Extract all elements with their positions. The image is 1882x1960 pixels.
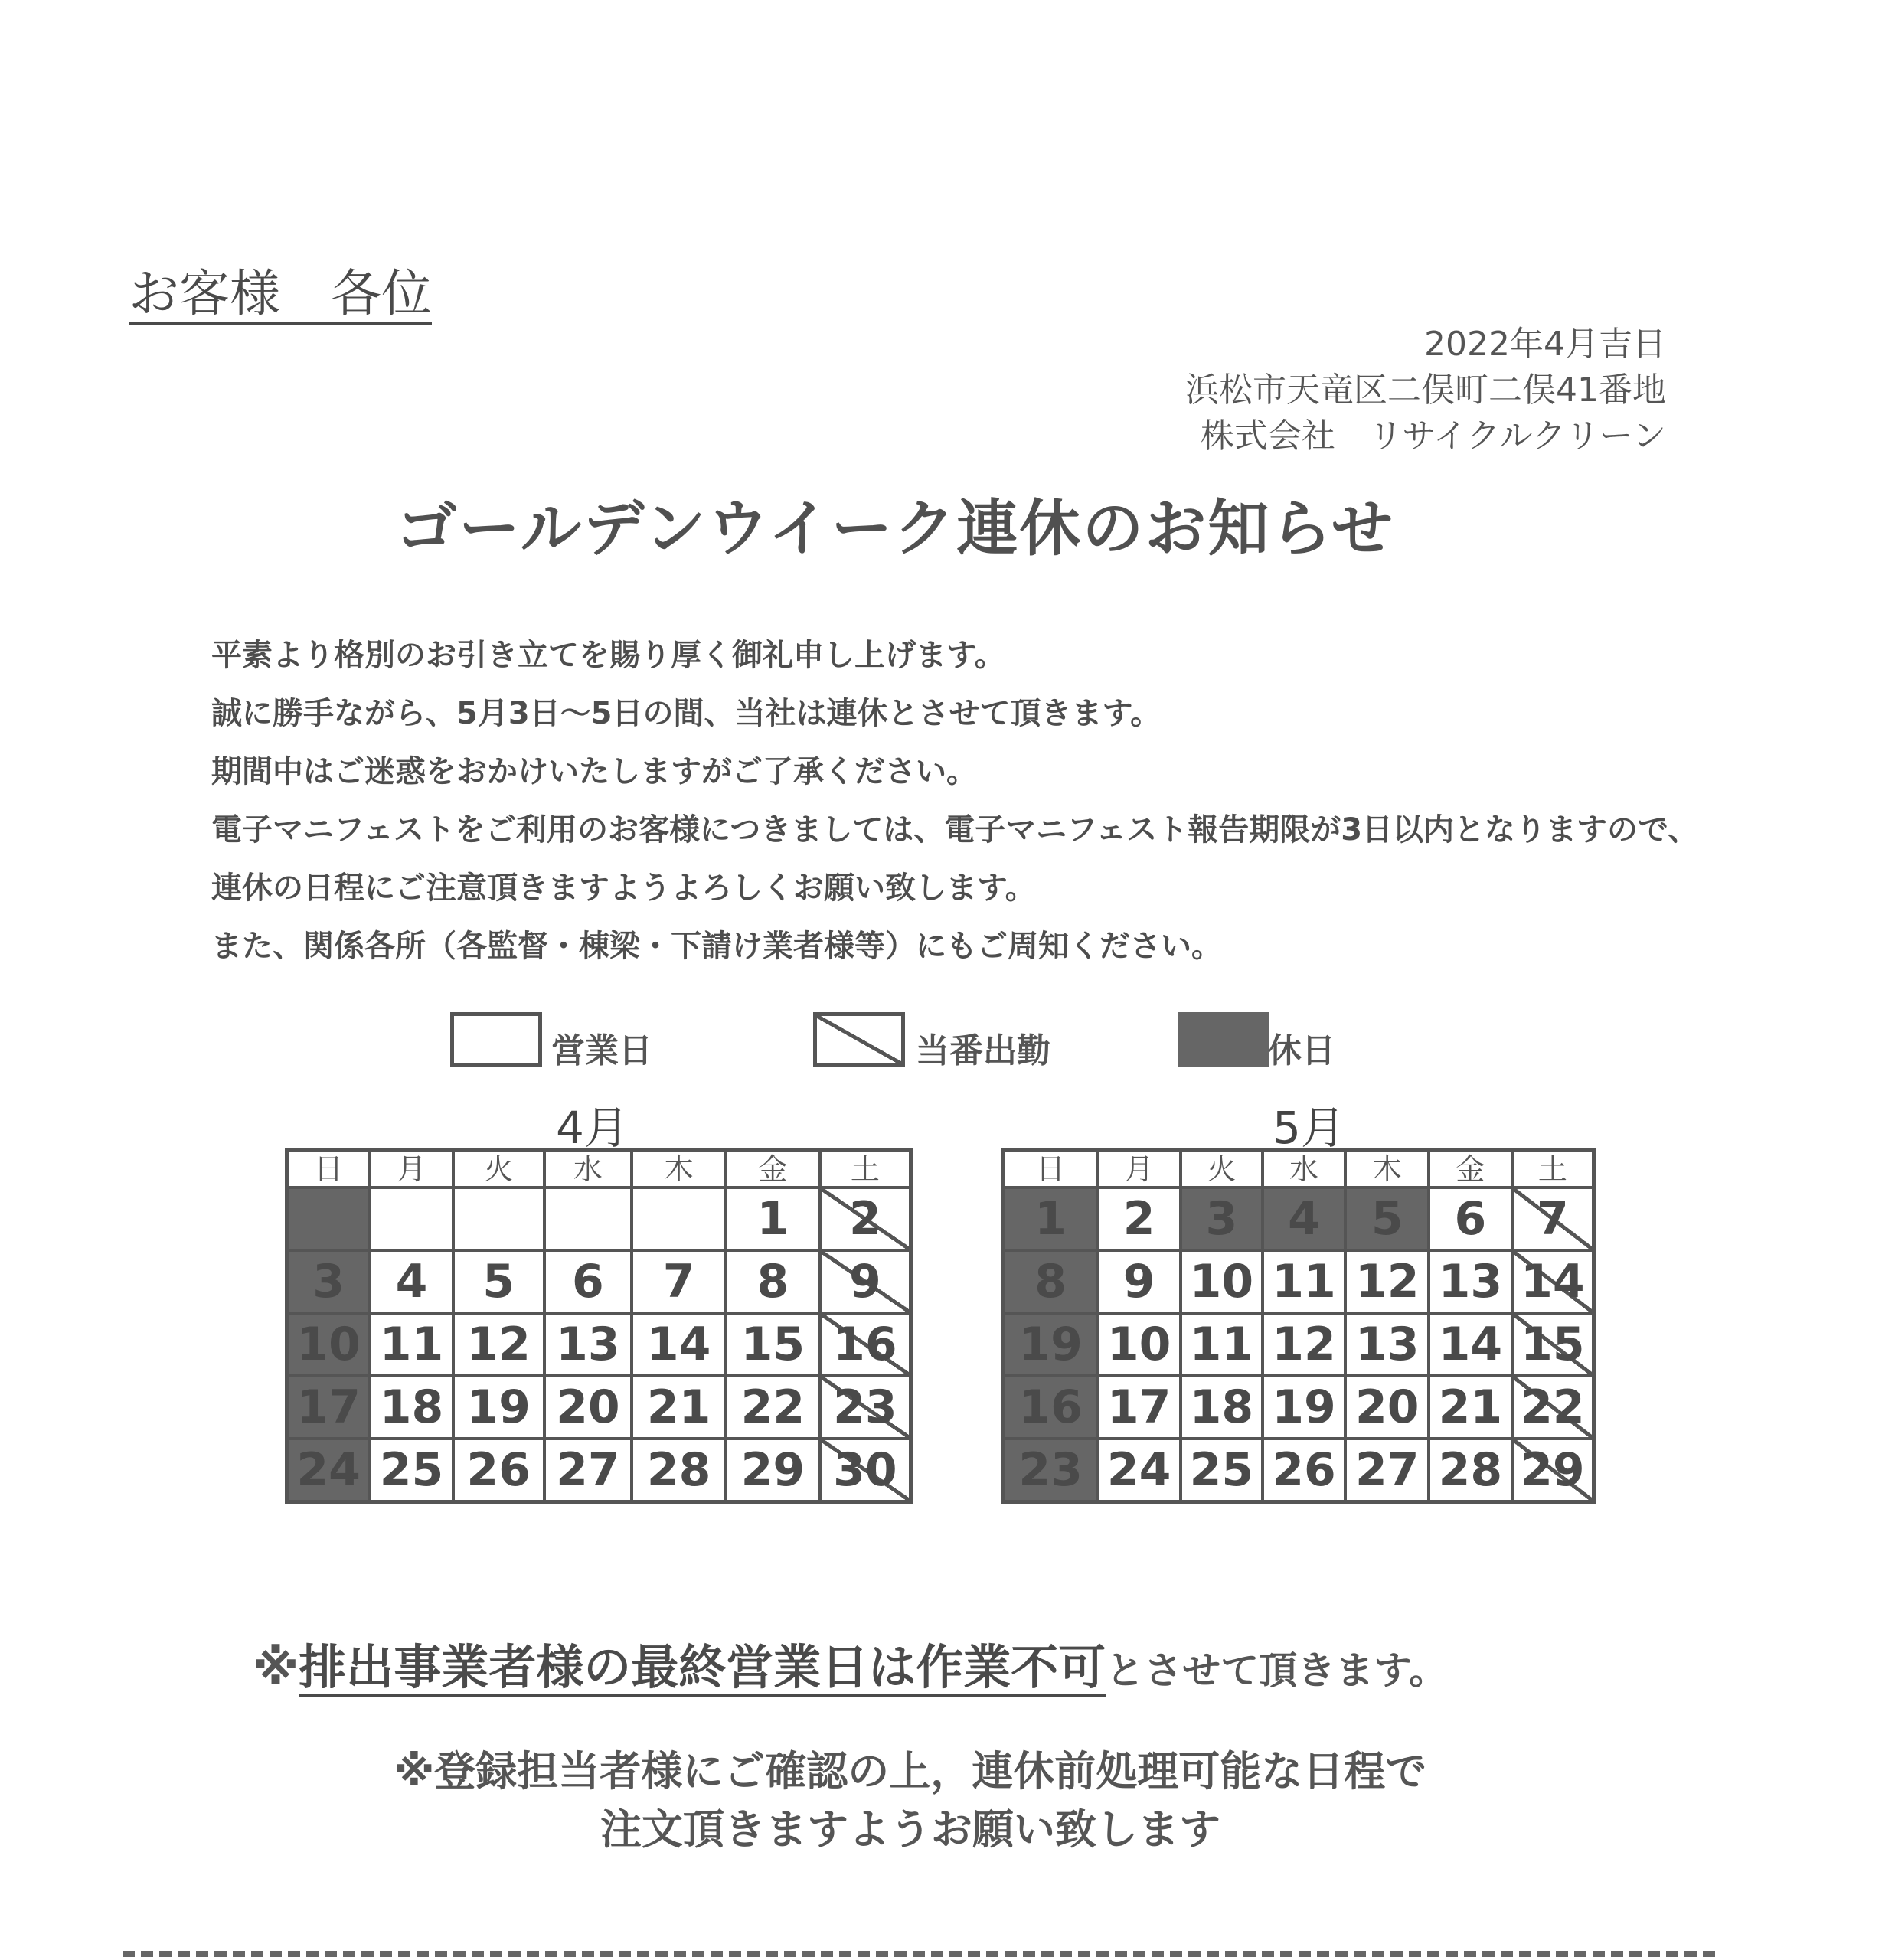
calendar-day-business bbox=[453, 1187, 544, 1250]
calendar-day-duty: 9 bbox=[820, 1250, 911, 1313]
body-line: 電子マニフェストをご利用のお客様につきましては、電子マニフェスト報告期限が3日以内となりますので、 bbox=[211, 812, 1699, 848]
calendar-day-business: 10 bbox=[1181, 1250, 1263, 1313]
calendar-day-duty: 23 bbox=[820, 1376, 911, 1439]
calendar-day-business: 29 bbox=[726, 1439, 820, 1502]
may-calendar bbox=[1001, 1148, 1596, 1504]
calendar-week-row bbox=[1004, 1313, 1594, 1376]
calendar-day-holiday: 5 bbox=[1345, 1187, 1429, 1250]
calendar-day-business bbox=[370, 1187, 453, 1250]
calendar-day-business: 14 bbox=[632, 1313, 726, 1376]
calendar-day-duty: 2 bbox=[820, 1187, 911, 1250]
weekday-header: 日 bbox=[287, 1151, 371, 1188]
weekday-header: 土 bbox=[820, 1151, 911, 1188]
calendar-week-row bbox=[287, 1313, 911, 1376]
calendar-day-business: 14 bbox=[1429, 1313, 1512, 1376]
weekday-header: 水 bbox=[1263, 1151, 1346, 1188]
calendar-day-holiday: 16 bbox=[1004, 1376, 1098, 1439]
body-line: 平素より格別のお引き立てを賜り厚く御礼申し上げます。 bbox=[211, 638, 1005, 673]
weekday-header: 月 bbox=[370, 1151, 453, 1188]
calendar-day-business: 28 bbox=[632, 1439, 726, 1502]
weekday-header: 木 bbox=[1345, 1151, 1429, 1188]
calendar-day-holiday: 10 bbox=[287, 1313, 371, 1376]
calendar-day-business: 24 bbox=[1097, 1439, 1181, 1502]
april-calendar-table bbox=[285, 1148, 913, 1504]
weekday-header: 土 bbox=[1512, 1151, 1594, 1188]
legend-business-label: 営業日 bbox=[551, 1031, 652, 1070]
note-last-business-day bbox=[253, 1629, 1447, 1697]
calendar-day-business: 20 bbox=[1345, 1376, 1429, 1439]
calendar-day-business: 25 bbox=[370, 1439, 453, 1502]
calendar-day-business bbox=[632, 1187, 726, 1250]
calendar-day-business: 22 bbox=[726, 1376, 820, 1439]
body-line: 期間中はご迷惑をおかけいたしますがご了承ください。 bbox=[211, 754, 977, 789]
calendar-day-business: 20 bbox=[544, 1376, 632, 1439]
calendar-day-business: 26 bbox=[1263, 1439, 1346, 1502]
legend-duty-label: 当番出勤 bbox=[916, 1031, 1050, 1070]
calendar-day-duty: 15 bbox=[1512, 1313, 1594, 1376]
salutation: お客様 各位 bbox=[129, 264, 432, 323]
weekday-header: 金 bbox=[726, 1151, 820, 1188]
april-title: 4月 bbox=[556, 1102, 629, 1154]
legend-business-swatch bbox=[450, 1012, 542, 1067]
note1-mark: ※ bbox=[253, 1639, 299, 1695]
calendar-day-holiday: 8 bbox=[1004, 1250, 1098, 1313]
calendar-day-business: 2 bbox=[1097, 1187, 1181, 1250]
legend-duty-swatch bbox=[813, 1012, 905, 1067]
calendar-day-business: 18 bbox=[1181, 1376, 1263, 1439]
calendar-day-business: 13 bbox=[1429, 1250, 1512, 1313]
calendar-day-business: 10 bbox=[1097, 1313, 1181, 1376]
legend-holiday-label: 休日 bbox=[1268, 1031, 1335, 1070]
note1-underlined: 排出事業者様の最終営業日は作業不可 bbox=[299, 1639, 1106, 1695]
may-title: 5月 bbox=[1273, 1102, 1345, 1154]
issue-date: 2022年4月吉日 bbox=[1424, 325, 1666, 364]
calendar-day-business: 21 bbox=[632, 1376, 726, 1439]
calendar-day-business: 1 bbox=[726, 1187, 820, 1250]
weekday-header-row bbox=[1004, 1151, 1594, 1188]
calendar-day-business: 13 bbox=[544, 1313, 632, 1376]
calendar-day-business: 12 bbox=[1345, 1250, 1429, 1313]
calendar-day-holiday bbox=[287, 1187, 371, 1250]
weekday-header: 日 bbox=[1004, 1151, 1098, 1188]
calendar-day-business: 19 bbox=[453, 1376, 544, 1439]
weekday-header-row bbox=[287, 1151, 911, 1188]
calendar-day-duty: 14 bbox=[1512, 1250, 1594, 1313]
calendar-week-row bbox=[1004, 1376, 1594, 1439]
calendar-day-business: 12 bbox=[453, 1313, 544, 1376]
calendar-day-business: 21 bbox=[1429, 1376, 1512, 1439]
calendar-day-holiday: 4 bbox=[1263, 1187, 1346, 1250]
calendar-day-business: 28 bbox=[1429, 1439, 1512, 1502]
note2-line: 注文頂きますようお願い致します bbox=[600, 1805, 1220, 1854]
note2-line: ※登録担当者様にご確認の上，連休前処理可能な日程で bbox=[394, 1747, 1427, 1795]
body-line: 連休の日程にご注意頂きますようよろしくお願い致します。 bbox=[211, 871, 1036, 906]
calendar-day-business: 19 bbox=[1263, 1376, 1346, 1439]
notice-body bbox=[211, 626, 1698, 975]
calendar-day-business: 17 bbox=[1097, 1376, 1181, 1439]
calendar-day-holiday: 17 bbox=[287, 1376, 371, 1439]
calendar-day-holiday: 3 bbox=[287, 1250, 371, 1313]
note-order-request bbox=[0, 1743, 1882, 1859]
calendar-day-business: 7 bbox=[632, 1250, 726, 1313]
calendar-day-business: 27 bbox=[544, 1439, 632, 1502]
weekday-header: 木 bbox=[632, 1151, 726, 1188]
calendar-week-row bbox=[1004, 1439, 1594, 1502]
company-name: 株式会社 リサイクルクリーン bbox=[1200, 416, 1666, 456]
calendar-day-holiday: 19 bbox=[1004, 1313, 1098, 1376]
calendar-day-business: 15 bbox=[726, 1313, 820, 1376]
calendar-day-business: 11 bbox=[370, 1313, 453, 1376]
calendar-week-row bbox=[287, 1187, 911, 1250]
body-line: また、関係各所（各監督・棟梁・下請け業者様等）にもご周知ください。 bbox=[211, 929, 1222, 964]
calendar-day-business: 18 bbox=[370, 1376, 453, 1439]
calendar-day-business: 5 bbox=[453, 1250, 544, 1313]
calendar-day-business: 11 bbox=[1181, 1313, 1263, 1376]
calendar-day-duty: 29 bbox=[1512, 1439, 1594, 1502]
calendar-week-row bbox=[287, 1250, 911, 1313]
calendar-day-business: 12 bbox=[1263, 1313, 1346, 1376]
weekday-header: 金 bbox=[1429, 1151, 1512, 1188]
calendar-day-holiday: 23 bbox=[1004, 1439, 1098, 1502]
calendar-day-business: 13 bbox=[1345, 1313, 1429, 1376]
calendar-day-business: 6 bbox=[1429, 1187, 1512, 1250]
sender-block bbox=[1185, 322, 1666, 459]
may-calendar-table bbox=[1001, 1148, 1596, 1504]
calendar-day-business: 27 bbox=[1345, 1439, 1429, 1502]
weekday-header: 月 bbox=[1097, 1151, 1181, 1188]
calendar-day-business: 9 bbox=[1097, 1250, 1181, 1313]
legend-holiday-swatch bbox=[1178, 1012, 1269, 1067]
calendar-day-holiday: 3 bbox=[1181, 1187, 1263, 1250]
calendar-day-duty: 22 bbox=[1512, 1376, 1594, 1439]
calendar-day-business: 6 bbox=[544, 1250, 632, 1313]
calendar-day-business: 26 bbox=[453, 1439, 544, 1502]
weekday-header: 水 bbox=[544, 1151, 632, 1188]
calendar-week-row bbox=[1004, 1250, 1594, 1313]
cut-line bbox=[123, 1951, 1715, 1957]
april-calendar bbox=[285, 1148, 913, 1504]
calendar-day-duty: 16 bbox=[820, 1313, 911, 1376]
calendar-day-business bbox=[544, 1187, 632, 1250]
calendar-day-duty: 30 bbox=[820, 1439, 911, 1502]
calendar-week-row bbox=[287, 1376, 911, 1439]
calendar-week-row bbox=[287, 1439, 911, 1502]
calendar-day-business: 25 bbox=[1181, 1439, 1263, 1502]
calendar-day-business: 8 bbox=[726, 1250, 820, 1313]
body-line: 誠に勝手ながら、5月3日～5日の間、当社は連休とさせて頂きます。 bbox=[211, 696, 1162, 731]
weekday-header: 火 bbox=[453, 1151, 544, 1188]
company-address: 浜松市天竜区二俣町二俣41番地 bbox=[1185, 371, 1666, 410]
calendar-day-duty: 7 bbox=[1512, 1187, 1594, 1250]
note1-rest: とさせて頂きます。 bbox=[1106, 1648, 1448, 1693]
notice-title: ゴールデンウイーク連休のお知らせ bbox=[396, 493, 1394, 564]
calendar-day-business: 4 bbox=[370, 1250, 453, 1313]
calendar-day-holiday: 1 bbox=[1004, 1187, 1098, 1250]
calendar-week-row bbox=[1004, 1187, 1594, 1250]
calendar-day-business: 11 bbox=[1263, 1250, 1346, 1313]
calendar-day-holiday: 24 bbox=[287, 1439, 371, 1502]
weekday-header: 火 bbox=[1181, 1151, 1263, 1188]
